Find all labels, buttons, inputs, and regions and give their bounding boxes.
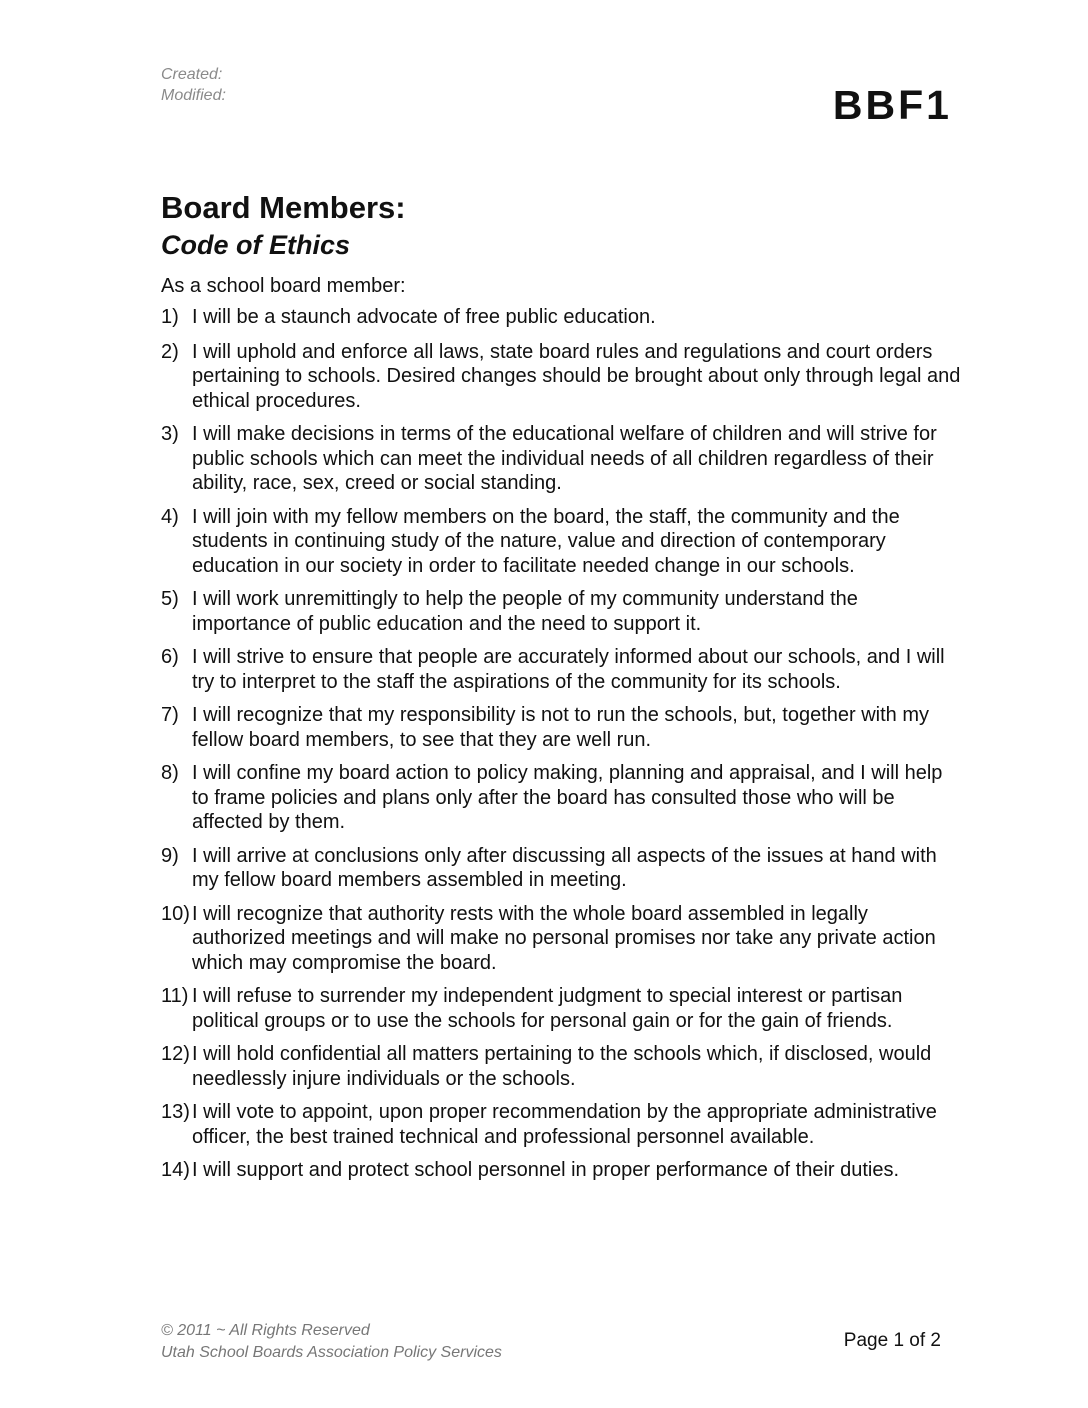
list-item-text: I will recognize that authority rests with the whole board assembled in legally authorized meetings and will make no personal promises nor take any private action which may compromise the board. — [192, 902, 936, 974]
list-item-number: 10) — [161, 902, 190, 925]
document-title: Board Members: — [161, 190, 406, 225]
ethics-list — [161, 296, 961, 1183]
modified-label: Modified: — [161, 87, 226, 104]
list-item-number: 6) — [161, 646, 179, 668]
list-item-number: 9) — [161, 844, 179, 867]
document-metadata — [161, 64, 226, 106]
list-item-number: 8) — [161, 762, 179, 784]
list-item — [161, 1042, 961, 1091]
created-label: Created: — [161, 66, 223, 83]
list-item-text: I will strive to ensure that people are accurately informed about our schools, and I will try to interpret to the staff the aspirations of the community for its schools. — [192, 646, 945, 693]
list-item — [161, 422, 961, 496]
list-item-text: I will arrive at conclusions only after discussing all aspects of the issues at hand with my fellow board members assembled in meeting. — [192, 844, 937, 891]
document-subtitle: Code of Ethics — [161, 230, 351, 260]
organization-text: Utah School Boards Association Policy Services — [161, 1344, 502, 1361]
list-item-number: 12) — [161, 1043, 190, 1065]
list-item-text: I will confine my board action to policy making, planning and appraisal, and I will help to frame policies and plans only after the board has consulted those who will be affected by them. — [192, 762, 943, 833]
list-item-text: I will vote to appoint, upon proper recommendation by the appropriate administrative officer, the best trained technical and professional personnel available. — [192, 1101, 937, 1148]
list-item-text: I will hold confidential all matters pertaining to the schools which, if disclosed, would needlessly injure individuals or the schools. — [192, 1043, 932, 1090]
list-item-text: I will support and protect school personnel in proper performance of their duties. — [192, 1159, 900, 1181]
list-item-text: I will uphold and enforce all laws, state board rules and regulations and court orders pertaining to schools. Desired changes should be brought about only through legal and ethical procedures. — [192, 340, 961, 412]
list-item — [161, 761, 961, 835]
list-item — [161, 340, 961, 414]
list-item-number: 3) — [161, 423, 179, 445]
list-item-number: 11) — [161, 985, 189, 1007]
list-item-number: 2) — [161, 340, 179, 363]
list-item-text: I will join with my fellow members on the board, the staff, the community and the students in continuing study of the nature, value and direction of contemporary education in our society in order to facilitate needed change in our schools. — [192, 505, 900, 577]
list-item — [161, 984, 961, 1033]
list-item-text: I will refuse to surrender my independent judgment to special interest or partisan political groups or to use the schools for personal gain or for the gain of friends. — [192, 985, 903, 1032]
list-item — [161, 645, 961, 694]
list-item — [161, 703, 961, 752]
footer-credits — [161, 1320, 502, 1364]
list-item-text: I will make decisions in terms of the educational welfare of children and will strive for public schools which can meet the individual needs of all children regardless of their ability, race, sex, creed or social standing. — [192, 423, 937, 494]
policy-code: BBF1 — [832, 82, 952, 128]
list-item — [161, 844, 961, 893]
list-item-number: 1) — [161, 306, 179, 328]
list-item — [161, 902, 961, 976]
list-item-number: 14) — [161, 1159, 190, 1181]
list-item-number: 4) — [161, 505, 179, 528]
list-item-number: 7) — [161, 704, 179, 726]
list-item-text: I will recognize that my responsibility is not to run the schools, but, together with my fellow board members, to see that they are well run. — [192, 704, 930, 751]
list-item — [161, 587, 961, 636]
page-number: Page 1 of 2 — [843, 1330, 941, 1351]
list-item-number: 5) — [161, 588, 179, 610]
list-item-text: I will work unremittingly to help the people of my community understand the importance of public education and the need to support it. — [192, 588, 858, 635]
list-item — [161, 305, 961, 330]
list-item — [161, 1100, 961, 1149]
copyright-text: © 2011 ~ All Rights Reserved — [161, 1322, 370, 1339]
list-item — [161, 1158, 961, 1183]
list-item-number: 13) — [161, 1101, 190, 1123]
list-item-text: I will be a staunch advocate of free public education. — [192, 306, 656, 328]
list-item — [161, 505, 961, 579]
intro-text: As a school board member: — [161, 275, 406, 297]
